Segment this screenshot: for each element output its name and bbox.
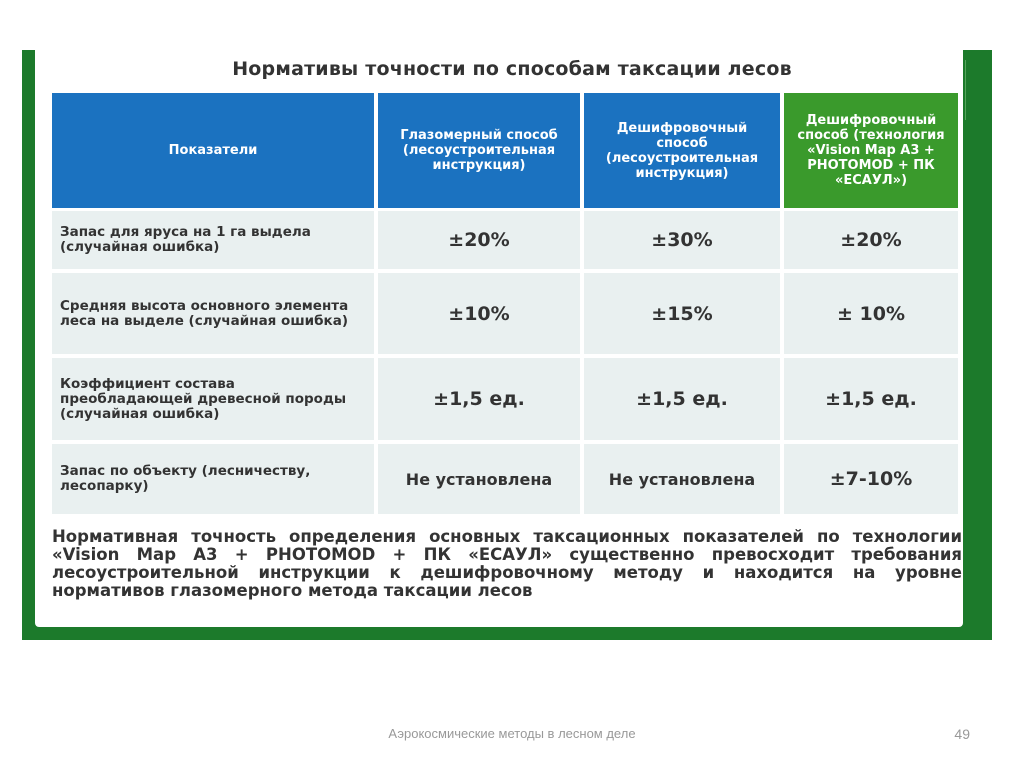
value-technology: ±1,5 ед. [784, 358, 958, 440]
header-visual-method: Глазомерный способ (лесоустроительная инструкция) [378, 93, 580, 208]
value-interpretation: ±30% [584, 211, 780, 269]
header-interpretation-technology: Дешифровочный способ (технология «Vision Map A3 + PHOTOMOD + ПК «ЕСАУЛ») [784, 93, 958, 208]
value-technology: ±20% [784, 211, 958, 269]
row-label: Средняя высота основного элемента леса на выделе (случайная ошибка) [52, 273, 374, 354]
value-visual: ±10% [378, 273, 580, 354]
header-interpretation-method: Дешифровочный способ (лесоустроительная инструкция) [584, 93, 780, 208]
value-visual: Не установлена [378, 444, 580, 514]
slide-title: Нормативы точности по способам таксации лесов [232, 58, 792, 80]
table-row [52, 273, 958, 354]
value-interpretation: ±1,5 ед. [584, 358, 780, 440]
row-label: Запас для яруса на 1 га выдела (случайная ошибка) [52, 211, 374, 269]
value-interpretation: ±15% [584, 273, 780, 354]
value-visual: ±1,5 ед. [378, 358, 580, 440]
conclusion-note: Нормативная точность определения основных таксационных показателей по технологии «Vision Map A3 + PHOTOMOD + ПК «ЕСАУЛ» существенно превосходит требования лесоустроительной инструкции к дешифровочному методу и находится на уровне нормативов глазомерного метода таксации лесов [52, 527, 962, 600]
row-label: Коэффициент состава преобладающей древесной породы (случайная ошибка) [52, 358, 374, 440]
slide-footer: Аэрокосмические методы в лесном деле [388, 726, 636, 741]
value-interpretation: Не установлена [584, 444, 780, 514]
row-label: Запас по объекту (лесничеству, лесопарку) [52, 444, 374, 514]
table-row [52, 444, 958, 514]
page-number: 49 [954, 726, 970, 742]
table-row [52, 211, 958, 269]
table-row [52, 358, 958, 440]
value-technology: ± 10% [784, 273, 958, 354]
value-technology: ±7-10% [784, 444, 958, 514]
header-indicators: Показатели [52, 93, 374, 208]
value-visual: ±20% [378, 211, 580, 269]
table-header-row [52, 93, 958, 208]
